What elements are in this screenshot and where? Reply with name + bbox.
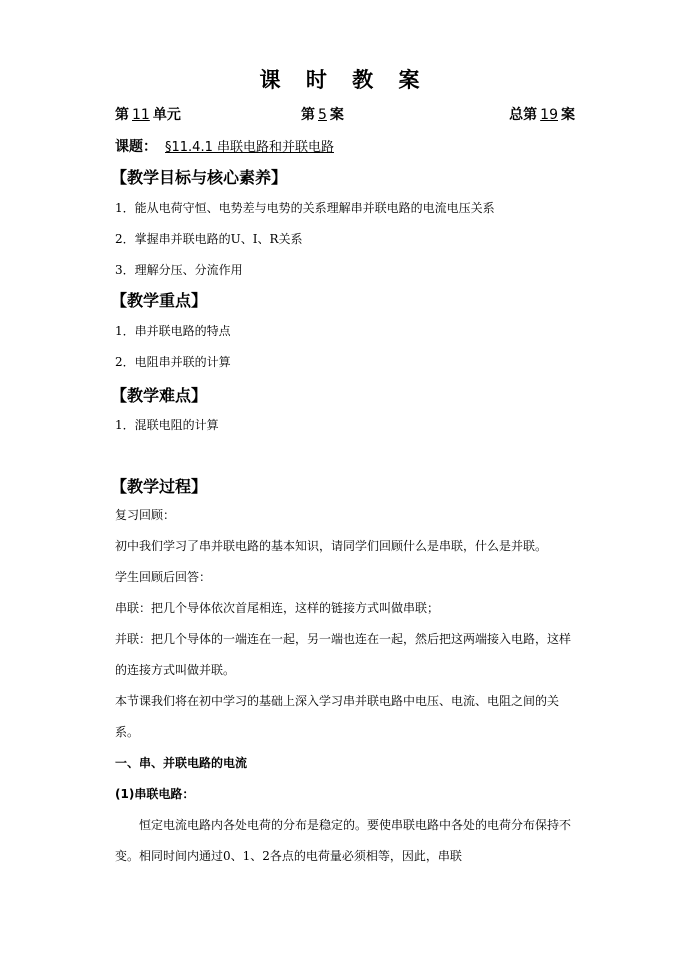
section-heading: 一、串、并联电路的电流 (115, 756, 248, 770)
review-text: 初中我们学习了串并联电路的基本知识，请同学们回顾什么是串联，什么是并联。 (115, 539, 548, 553)
total-suffix: 案 (561, 107, 575, 123)
subject-value: §11.4.1 串联电路和并联电路 (165, 140, 334, 155)
subsection-text: 恒定电流电路内各处电荷的分布是稳定的。要使串联电路中各处的电荷分布保持不变。相同时间内通过0、1、2各点的电荷量必须相等，因此，串联 (115, 818, 572, 863)
list-item: 1．能从电荷守恒、电势差与电势的关系理解串并联电路的电流电压关系 (115, 201, 495, 215)
lesson-subject (115, 136, 348, 156)
answer-label: 学生回顾后回答： (115, 570, 212, 584)
process-section (111, 474, 580, 497)
goals-list (115, 193, 580, 286)
case-suffix: 案 (329, 107, 344, 123)
difficulties-list (115, 410, 580, 441)
difficulties-heading: 【教学难点】 (111, 386, 208, 405)
intro-paragraph: 本节课我们将在初中学习的基础上深入学习串并联电路中电压、电流、电阻之间的关系。 (115, 694, 560, 739)
process-heading: 【教学过程】 (111, 477, 208, 496)
total-info (509, 104, 575, 124)
subsection-heading: (1)串联电路： (115, 787, 195, 801)
series-definition: 串联：把几个导体依次首尾相连，这样的链接方式叫做串联； (115, 601, 440, 615)
case-prefix: 第 (301, 107, 315, 123)
case-info (301, 104, 344, 124)
list-item: 2．掌握串并联电路的U、I、R关系 (115, 232, 303, 246)
review-label: 复习回顾： (115, 508, 176, 522)
goals-heading: 【教学目标与核心素养】 (111, 168, 288, 187)
process-body (115, 500, 580, 872)
parallel-definition: 并联：把几个导体的一端连在一起，另一端也连在一起，然后把这两端接入电路，这样的连接方式叫做并联。 (115, 632, 572, 677)
page-title: 课 时 教 案 (259, 68, 429, 92)
total-prefix: 总第 (509, 107, 538, 123)
list-item: 3．理解分压、分流作用 (115, 263, 243, 277)
key-points-section (111, 288, 580, 311)
unit-prefix: 第 (115, 107, 129, 123)
key-points-heading: 【教学重点】 (111, 291, 208, 310)
case-number: 5 (318, 107, 327, 123)
unit-info (115, 104, 181, 124)
key-points-list (115, 316, 580, 378)
difficulties-section (111, 383, 580, 406)
lesson-meta-row (115, 104, 575, 128)
unit-number: 11 (132, 107, 150, 123)
list-item: 2．电阻串并联的计算 (115, 355, 231, 369)
unit-suffix: 单元 (152, 107, 181, 123)
list-item: 1．混联电阻的计算 (115, 418, 219, 432)
goals-section (111, 165, 580, 188)
list-item: 1．串并联电路的特点 (115, 324, 231, 338)
total-number: 19 (540, 107, 558, 123)
subject-label: 课题： (115, 139, 157, 155)
